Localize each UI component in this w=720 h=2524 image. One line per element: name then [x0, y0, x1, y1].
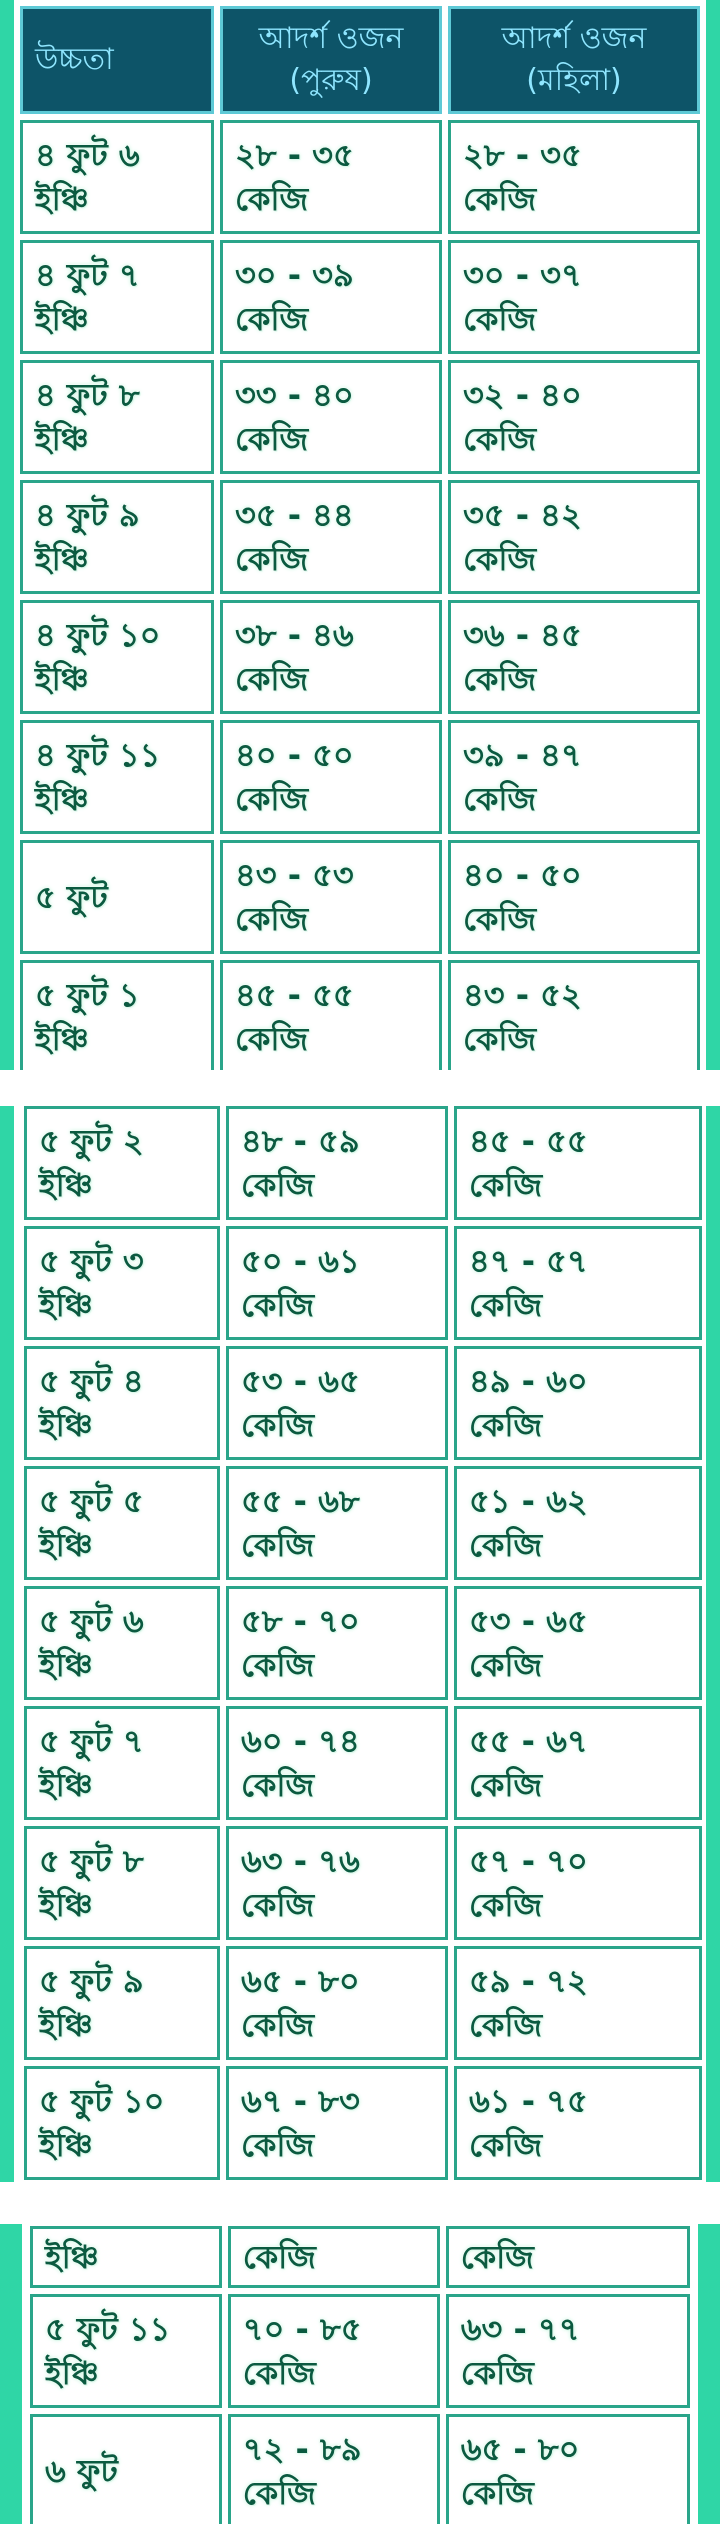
female-range: ৩০ - ৩৭: [463, 256, 582, 294]
height-value: ৫ ফুট: [35, 878, 108, 916]
male-weight-cell: [226, 2066, 448, 2180]
male-unit: কেজি: [235, 180, 309, 218]
height-unit: ইঞ্চি: [39, 2006, 93, 2044]
female-range: ৪৯ - ৬০: [469, 1362, 588, 1400]
height-unit: ইঞ্চি: [39, 1766, 93, 1804]
height-cell: [24, 2066, 220, 2180]
header-height: উচ্চতা: [20, 6, 214, 114]
height-unit: ইঞ্চি: [35, 780, 89, 818]
table-row: [20, 960, 700, 1070]
female-weight-cell: [454, 1586, 702, 1700]
male-weight-cell: [228, 2414, 440, 2524]
female-weight-cell: [454, 1946, 702, 2060]
height-value: ৪ ফুট ৬: [35, 136, 140, 174]
height-cell: [24, 1106, 220, 1220]
height-unit: ইঞ্চি: [39, 1526, 93, 1564]
header-female: আদর্শ ওজন (মহিলা): [448, 6, 700, 114]
height-value: ৫ ফুট ২: [39, 1122, 144, 1160]
female-unit: কেজি: [469, 1646, 543, 1684]
male-unit: কেজি: [235, 780, 309, 818]
female-weight-cell: [454, 1706, 702, 1820]
panel-gap-2: [0, 2182, 720, 2224]
female-weight-cell: [448, 960, 700, 1070]
table-panel-2: [0, 1106, 720, 2182]
male-range: ৫৫ - ৬৮: [241, 1482, 360, 1520]
height-value: ৫ ফুট ৫: [39, 1482, 144, 1520]
female-weight-cell: [454, 1826, 702, 1940]
female-unit: কেজি: [469, 1286, 543, 1324]
left-rail: [0, 2224, 22, 2524]
height-cell: [24, 1346, 220, 1460]
male-range: ৬৭ - ৮৩: [241, 2082, 360, 2120]
height-unit: ইঞ্চি: [45, 2238, 99, 2276]
male-range: ৪৩ - ৫৩: [235, 856, 354, 894]
male-unit: কেজি: [241, 1166, 315, 1204]
header-row: [20, 6, 700, 114]
female-range: ৪৩ - ৫২: [463, 976, 582, 1014]
height-cell: [20, 360, 214, 474]
height-unit: ইঞ্চি: [39, 1886, 93, 1924]
male-weight-cell: [226, 1346, 448, 1460]
female-range: ৬১ - ৭৫: [469, 2082, 588, 2120]
female-weight-cell: [446, 2294, 690, 2408]
female-unit: কেজি: [469, 2126, 543, 2164]
height-value: ৪ ফুট ৭: [35, 256, 140, 294]
female-unit: কেজি: [469, 1166, 543, 1204]
male-range: ৩৫ - ৪৪: [235, 496, 354, 534]
female-range: ৪০ - ৫০: [463, 856, 582, 894]
table-row: [24, 1826, 702, 1940]
male-unit: কেজি: [235, 300, 309, 338]
height-cell: [20, 720, 214, 834]
left-rail: [0, 0, 14, 1070]
height-value: ৫ ফুট ১০: [39, 2082, 165, 2120]
male-weight-cell: [220, 960, 442, 1070]
male-range: ৬৫ - ৮০: [241, 1962, 360, 2000]
male-unit: কেজি: [241, 1526, 315, 1564]
female-unit: কেজি: [469, 1886, 543, 1924]
male-unit: কেজি: [241, 1406, 315, 1444]
female-weight-cell: [454, 2066, 702, 2180]
male-weight-cell: [220, 360, 442, 474]
height-cell: [24, 1586, 220, 1700]
header-male: আদর্শ ওজন (পুরুষ): [220, 6, 442, 114]
table-panel-1: [0, 0, 720, 1070]
height-unit: ইঞ্চি: [45, 2354, 99, 2392]
height-cell: [24, 1226, 220, 1340]
height-value: ৪ ফুট ৯: [35, 496, 140, 534]
male-unit: কেজি: [242, 2474, 316, 2512]
female-unit: কেজি: [463, 300, 537, 338]
male-weight-cell: [226, 1106, 448, 1220]
table-row: [20, 480, 700, 594]
female-range: ৪৭ - ৫৭: [469, 1242, 588, 1280]
female-unit: কেজি: [460, 2238, 534, 2276]
female-range: ৫১ - ৬২: [469, 1482, 588, 1520]
height-cell: [30, 2294, 222, 2408]
male-weight-cell: [220, 600, 442, 714]
right-rail: [698, 2224, 720, 2524]
male-weight-cell: [226, 1466, 448, 1580]
male-range: ৫৮ - ৭০: [241, 1602, 360, 1640]
female-unit: কেজি: [463, 540, 537, 578]
table-row: [24, 2066, 702, 2180]
female-unit: কেজি: [469, 1766, 543, 1804]
male-range: ৭০ - ৮৫: [242, 2310, 362, 2348]
table-row: [24, 1346, 702, 1460]
height-unit: ইঞ্চি: [35, 300, 89, 338]
male-unit: কেজি: [241, 1766, 315, 1804]
female-range: ৫৯ - ৭২: [469, 1962, 588, 2000]
female-weight-cell: [448, 720, 700, 834]
height-cell: [20, 120, 214, 234]
panel-gap-1: [0, 1070, 720, 1106]
male-range: ২৮ - ৩৫: [235, 136, 354, 174]
table-row: [20, 840, 700, 954]
female-unit: কেজি: [463, 780, 537, 818]
female-unit: কেজি: [460, 2354, 534, 2392]
height-unit: ইঞ্চি: [35, 420, 89, 458]
female-unit: কেজি: [463, 900, 537, 938]
left-rail: [0, 1106, 14, 2182]
weight-table-part-1: [14, 0, 706, 1070]
male-unit: কেজি: [241, 1886, 315, 1924]
male-weight-cell: [226, 1706, 448, 1820]
female-range: ৩২ - ৪০: [463, 376, 582, 414]
male-range: ৩৩ - ৪০: [235, 376, 354, 414]
table-row: [24, 1706, 702, 1820]
female-unit: কেজি: [469, 1406, 543, 1444]
height-value: ৪ ফুট ১১: [35, 736, 161, 774]
table-row: [24, 1106, 702, 1220]
female-weight-cell: [454, 1106, 702, 1220]
female-range: ৩৫ - ৪২: [463, 496, 582, 534]
height-unit: ইঞ্চি: [35, 1020, 89, 1058]
height-cell: [30, 2226, 222, 2288]
male-weight-cell: [228, 2226, 440, 2288]
table-row: [24, 1226, 702, 1340]
table-row: [20, 240, 700, 354]
male-unit: কেজি: [241, 2006, 315, 2044]
male-weight-cell: [220, 240, 442, 354]
height-unit: ইঞ্চি: [39, 1406, 93, 1444]
height-cell: [30, 2414, 222, 2524]
weight-table-part-2: [18, 1106, 708, 2182]
height-cell: [20, 240, 214, 354]
height-cell: [20, 840, 214, 954]
female-range: ২৮ - ৩৫: [463, 136, 582, 174]
height-unit: ইঞ্চি: [35, 660, 89, 698]
male-weight-cell: [220, 840, 442, 954]
table-panel-3: [0, 2224, 720, 2524]
female-weight-cell: [448, 840, 700, 954]
male-range: ৬০ - ৭৪: [241, 1722, 360, 1760]
male-range: ৩০ - ৩৯: [235, 256, 354, 294]
height-value: ৫ ফুট ৬: [39, 1602, 144, 1640]
female-unit: কেজি: [469, 1526, 543, 1564]
male-range: ৭২ - ৮৯: [242, 2430, 362, 2468]
table-row: [20, 120, 700, 234]
height-value: ৬ ফুট: [45, 2452, 118, 2490]
female-range: ৪৫ - ৫৫: [469, 1122, 588, 1160]
female-weight-cell: [454, 1346, 702, 1460]
table-row: [30, 2294, 690, 2408]
male-unit: কেজি: [242, 2238, 316, 2276]
female-range: ৫৭ - ৭০: [469, 1842, 588, 1880]
female-range: ৫৩ - ৬৫: [469, 1602, 588, 1640]
height-unit: ইঞ্চি: [35, 540, 89, 578]
male-unit: কেজি: [235, 540, 309, 578]
right-rail: [706, 0, 720, 1070]
height-cell: [24, 1826, 220, 1940]
female-range: ৩৯ - ৪৭: [463, 736, 582, 774]
male-range: ৫০ - ৬১: [241, 1242, 360, 1280]
table-row: [24, 1466, 702, 1580]
height-unit: ইঞ্চি: [39, 2126, 93, 2164]
height-value: ৫ ফুট ৪: [39, 1362, 144, 1400]
female-weight-cell: [448, 360, 700, 474]
female-weight-cell: [454, 1466, 702, 1580]
female-weight-cell: [448, 240, 700, 354]
table-row: [24, 1586, 702, 1700]
height-value: ৫ ফুট ১: [35, 976, 140, 1014]
height-cell: [20, 960, 214, 1070]
height-cell: [24, 1466, 220, 1580]
height-cell: [20, 480, 214, 594]
female-weight-cell: [448, 600, 700, 714]
male-unit: কেজি: [235, 420, 309, 458]
male-unit: কেজি: [242, 2354, 316, 2392]
female-unit: কেজি: [463, 1020, 537, 1058]
male-range: ৪৫ - ৫৫: [235, 976, 354, 1014]
female-range: ৬৩ - ৭৭: [460, 2310, 580, 2348]
female-weight-cell: [454, 1226, 702, 1340]
right-rail: [706, 1106, 720, 2182]
table-row: [24, 1946, 702, 2060]
height-unit: ইঞ্চি: [39, 1286, 93, 1324]
table-row: [20, 600, 700, 714]
female-weight-cell: [448, 480, 700, 594]
height-value: ৫ ফুট ৩: [39, 1242, 144, 1280]
height-unit: ইঞ্চি: [39, 1166, 93, 1204]
male-weight-cell: [220, 720, 442, 834]
male-range: ৪৮ - ৫৯: [241, 1122, 360, 1160]
female-unit: কেজি: [469, 2006, 543, 2044]
height-value: ৪ ফুট ১০: [35, 616, 161, 654]
female-range: ৬৫ - ৮০: [460, 2430, 580, 2468]
male-weight-cell: [226, 1946, 448, 2060]
table-row: [30, 2414, 690, 2524]
height-value: ৫ ফুট ৯: [39, 1962, 144, 2000]
male-range: ৬৩ - ৭৬: [241, 1842, 360, 1880]
male-weight-cell: [228, 2294, 440, 2408]
female-range: ৩৬ - ৪৫: [463, 616, 582, 654]
female-range: ৫৫ - ৬৭: [469, 1722, 588, 1760]
male-unit: কেজি: [235, 660, 309, 698]
height-cell: [24, 1706, 220, 1820]
male-weight-cell: [220, 120, 442, 234]
male-unit: কেজি: [235, 900, 309, 938]
male-weight-cell: [226, 1226, 448, 1340]
height-value: ৫ ফুট ৭: [39, 1722, 144, 1760]
table-row: [20, 360, 700, 474]
male-weight-cell: [220, 480, 442, 594]
female-weight-cell: [448, 120, 700, 234]
height-unit: ইঞ্চি: [39, 1646, 93, 1684]
female-unit: কেজি: [460, 2474, 534, 2512]
male-weight-cell: [226, 1826, 448, 1940]
female-unit: কেজি: [463, 660, 537, 698]
female-weight-cell: [446, 2414, 690, 2524]
height-value: ৪ ফুট ৮: [35, 376, 140, 414]
male-range: ৫৩ - ৬৫: [241, 1362, 360, 1400]
male-range: ৪০ - ৫০: [235, 736, 354, 774]
male-unit: কেজি: [241, 1286, 315, 1324]
height-value: ৫ ফুট ১১: [45, 2310, 171, 2348]
height-cell: [24, 1946, 220, 2060]
male-unit: কেজি: [235, 1020, 309, 1058]
height-value: ৫ ফুট ৮: [39, 1842, 144, 1880]
female-weight-cell: [446, 2226, 690, 2288]
table-row: [30, 2226, 690, 2288]
weight-table-part-3: [24, 2224, 696, 2524]
female-unit: কেজি: [463, 180, 537, 218]
female-unit: কেজি: [463, 420, 537, 458]
table-row: [20, 720, 700, 834]
height-unit: ইঞ্চি: [35, 180, 89, 218]
male-unit: কেজি: [241, 1646, 315, 1684]
male-weight-cell: [226, 1586, 448, 1700]
height-cell: [20, 600, 214, 714]
male-range: ৩৮ - ৪৬: [235, 616, 354, 654]
male-unit: কেজি: [241, 2126, 315, 2164]
